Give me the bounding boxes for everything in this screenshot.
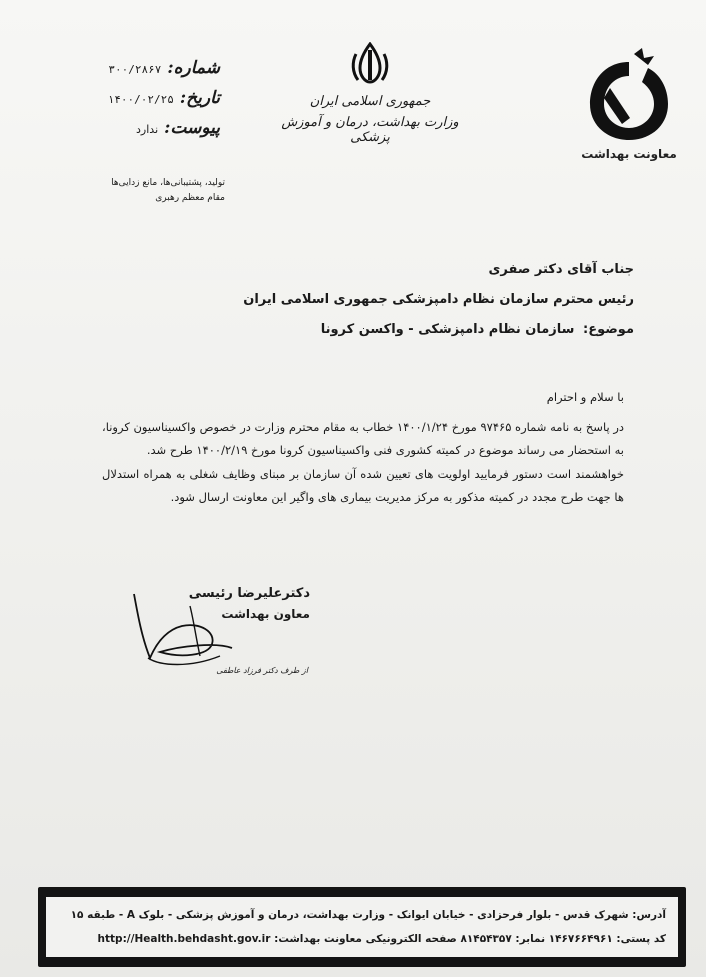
recipient-name: جناب آقای دکتر صفری [488,262,634,277]
pomegranate-logo-icon [584,48,674,143]
recipient-title: رئیس محترم سازمان نظام دامپزشکی جمهوری اسلامی ایران [243,292,634,307]
meta-number-row [70,58,220,88]
number-label: شماره: [167,58,220,78]
year-motto [105,176,225,206]
date-value: ۱۴۰۰/۰۲/۲۵ [107,93,174,106]
health-deputy-logo [574,48,684,161]
date-label: تاریخ: [179,88,220,108]
greeting: با سلام و احترام [546,390,624,404]
footer-postal: کد پستی: ۱۴۶۷۶۶۴۹۶۱ نمابر: ۸۱۴۵۴۳۵۷ صفحه الکترونیکی معاونت بهداشت: [274,933,666,945]
motto-text: تولید، پشتیبانی‌ها، مانع زدایی‌ها [111,178,225,188]
footer-address: آدرس: شهرک قدس - بلوار فرحزادی - خیابان ایوانک - وزارت بهداشت، درمان و آموزش پزشکی - بلوک A - طبقه ۱۵ [70,909,666,921]
letter-meta [70,58,220,148]
attachment-value: ندارد [136,123,159,136]
footer-url: http://Health.behdasht.gov.ir [97,933,271,945]
signatory-title: معاون بهداشت [221,607,310,621]
number-value: ۳۰۰/۲۸۶۷ [108,63,162,76]
body-paragraph-2: خواهشمند است دستور فرمایید اولویت های تعیین شده آن سازمان بر مبنای وظایف شغلی به همراه استدلال ها جهت طرح مجدد در کمیته مذکور به مرکز مدیریت بیماری های واگیر این معاونت ارسال شود. [102,466,624,504]
emblem-ministry-text: وزارت بهداشت، درمان و آموزش پزشکی [281,115,459,145]
iran-emblem-icon [350,42,390,84]
signature-block [120,586,310,675]
national-emblem [270,42,470,145]
subject-label: موضوع: [583,322,634,337]
recipient-block [114,262,634,352]
signatory-name: دکترعلیرضا رئیسی [188,586,310,601]
letter-body [102,386,624,510]
attachment-label: پیوست: [164,118,220,138]
meta-attachment-row [70,118,220,148]
motto-attribution: مقام معظم رهبری [155,193,225,203]
footer-contact [58,927,666,951]
subject-value: سازمان نظام دامپزشکی - واکسن کرونا [320,322,575,337]
emblem-country-text: جمهوری اسلامی ایران [309,94,431,109]
letter-footer [38,887,686,967]
body-paragraph-1: در پاسخ به نامه شماره ۹۷۴۶۵ مورخ ۱۴۰۰/۱/۲۴ خطاب به مقام محترم وزارت در خصوص واکسیناسیون کرونا، به استحضار می رساند موضوع در کمیته کشوری فنی واکسیناسیون کرونا مورخ ۱۴۰۰/۲/۱۹ طرح شد. [102,419,625,457]
subject-line [114,322,634,352]
brand-name: معاونت بهداشت [581,147,677,161]
footer-content [46,897,678,957]
meta-date-row [70,88,220,118]
signature-note: از طرف دکتر فرزاد عاطفی [216,666,308,675]
